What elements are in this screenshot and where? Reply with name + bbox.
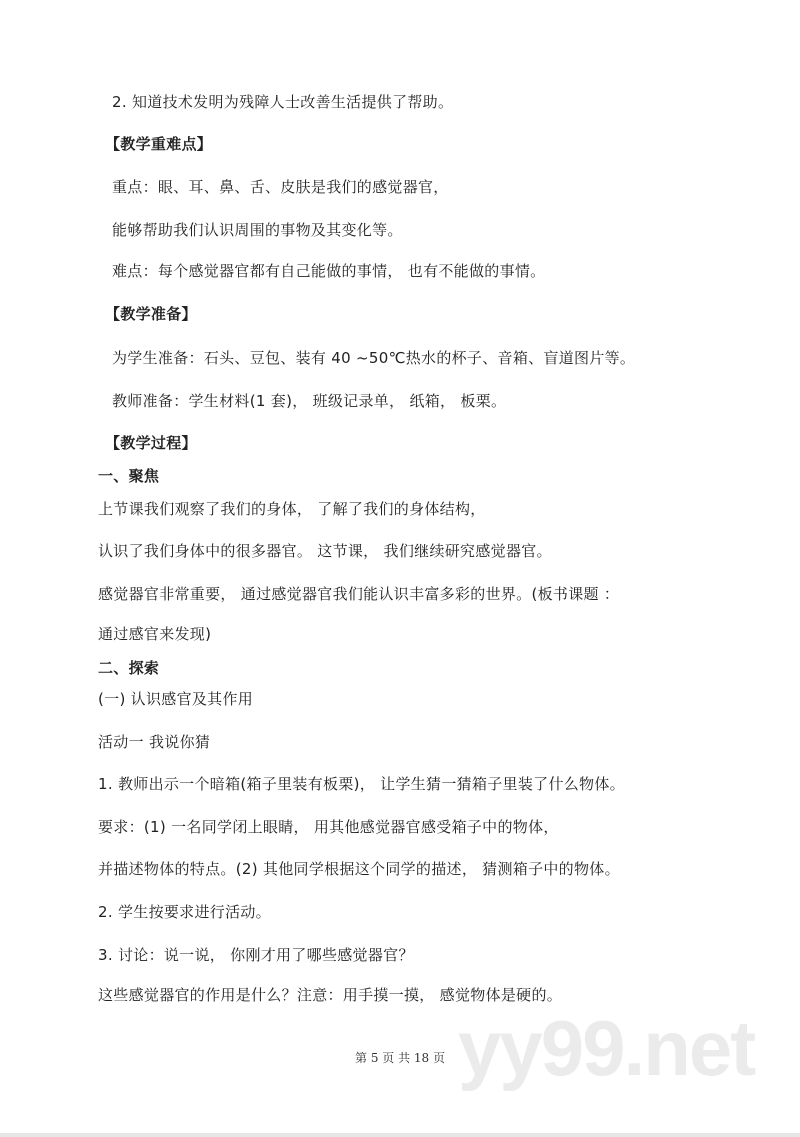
activity-one-title: 活动一 我说你猜 — [98, 733, 211, 751]
activity-step-1: 1. 教师出示一个暗箱(箱子里装有板栗)， 让学生猜一猜箱子里装了什么物体。 — [98, 775, 625, 793]
section-explore: 二、探索 — [98, 659, 160, 677]
activity-step-3-cont: 这些感觉器官的作用是什么？注意：用手摸一摸， 感觉物体是硬的。 — [98, 986, 563, 1004]
key-point-text-cont: 能够帮助我们认识周围的事物及其变化等。 — [112, 221, 403, 239]
focus-text-2: 认识了我们身体中的很多器官。 这节课， 我们继续研究感觉器官。 — [98, 542, 552, 560]
page-edge — [0, 1133, 800, 1137]
difficulty-text: 难点：每个感觉器官都有自己能做的事情， 也有不能做的事情。 — [112, 262, 546, 280]
objective-2: 2. 知道技术发明为残障人士改善生活提供了帮助。 — [112, 93, 454, 111]
activity-step-2: 2. 学生按要求进行活动。 — [98, 903, 271, 921]
student-preparation: 为学生准备：石头、豆包、装有 40 ~50℃热水的杯子、音箱、盲道图片等。 — [112, 349, 636, 367]
focus-text-1: 上节课我们观察了我们的身体， 了解了我们的身体结构， — [98, 500, 486, 518]
heading-key-points: 【教学重难点】 — [105, 135, 213, 153]
heading-process: 【教学过程】 — [105, 434, 197, 452]
activity-requirement-cont: 并描述物体的特点。(2) 其他同学根据这个同学的描述， 猜测箱子中的物体。 — [98, 860, 620, 878]
key-point-text: 重点：眼、耳、鼻、舌、皮肤是我们的感觉器官， — [112, 178, 449, 196]
teacher-preparation: 教师准备：学生材料(1 套)， 班级记录单， 纸箱， 板栗。 — [112, 392, 507, 410]
focus-text-4: 通过感官来发现) — [98, 625, 212, 643]
activity-requirement: 要求：(1) 一名同学闭上眼睛， 用其他感觉器官感受箱子中的物体， — [98, 818, 559, 836]
subsection-senses: (一) 认识感官及其作用 — [98, 690, 254, 708]
focus-text-3: 感觉器官非常重要， 通过感觉器官我们能认识丰富多彩的世界。(板书课题 ： — [98, 585, 620, 603]
section-focus: 一、聚焦 — [98, 467, 160, 485]
heading-preparation: 【教学准备】 — [105, 305, 197, 323]
page-number: 第 5 页 共 18 页 — [355, 1051, 445, 1065]
watermark: yy99.net — [458, 1004, 755, 1092]
activity-step-3: 3. 讨论：说一说， 你刚才用了哪些感觉器官？ — [98, 946, 414, 964]
